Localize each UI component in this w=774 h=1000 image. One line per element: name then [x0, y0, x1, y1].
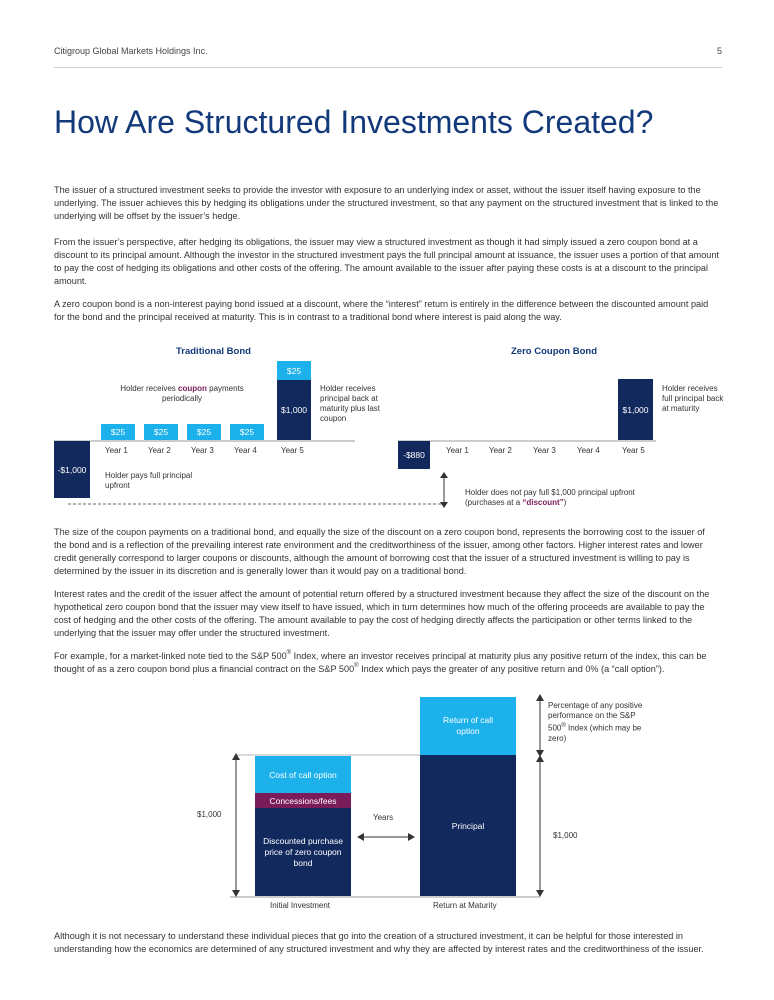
zero-year-3: Year 3 [533, 446, 556, 455]
paragraph-5: Interest rates and the credit of the issuer affect the amount of potential return offered by a structured investment because they affect the size of the discount on the hypothetical zero coupon bond that the issuer may view itself to have issued, which in turn determines how much of the offering proceeds are available to pay the cost of hedging and the other costs of the offering. The amount available to pay the cost of hedging directly affects the participation or other terms linked to the underlying that the issuer may offer under the structured investment. [54, 589, 710, 638]
page-number: 5 [716, 46, 722, 56]
initial-investment-label: Initial Investment [270, 901, 331, 910]
cost-of-call-option-bar: Cost of call option [255, 756, 351, 793]
principal-bar: Principal [420, 755, 516, 896]
concessions-fees-bar: Concessions/fees [255, 793, 351, 808]
traditional-year-4: Year 4 [234, 446, 257, 455]
zero-year-1: Year 1 [446, 446, 469, 455]
paragraph-3: A zero coupon bond is a non-interest paying bond issued at a discount, where the “interest” return is entirely in the difference between the discounted amount paid for the bond and the principal received at maturity. This is in contrast to a traditional bond where interest is paid along the way. [54, 299, 709, 322]
initial-amount-label: $1,000 [197, 810, 222, 819]
paragraph-6-part-b: Index, where an investor receives principal at maturity plus any positive return of the index, this can be thought of as a zero coupon bond plus a financial contract on the S&P 500 [54, 651, 707, 674]
positive-performance-note [548, 701, 648, 744]
final-coupon-bar: $25 [277, 361, 311, 380]
paragraph-7: Although it is not necessary to understand these individual pieces that go into the creation of a structured investment, it can be helpful for those interested in understanding how the economics are determined of any structured investment and why they are affected by interest rates and the creditworthiness of the issuer. [54, 931, 704, 954]
registered-mark-3: ® [561, 723, 566, 729]
paragraph-4: The size of the coupon payments on a traditional bond, and equally the size of the discount on a zero coupon bond, represents the borrowing cost to the issuer of the bond and is a reflection of the prevailing interest rate environment and the creditworthiness of the issuer, among other factors. Higher interest rates and lower credit generally correspond to larger coupons or discounts, although the amount of borrowing cost that the issuer of a structured investment is willing to pay is determined by the issuer in its discretion and is generally lower than it would pay on a traditional bond. [54, 527, 705, 576]
paragraph-6-part-c: Index which pays the greater of any positive return and 0% (a “call option”). [358, 664, 665, 674]
paragraph-1: The issuer of a structured investment seeks to provide the investor with exposure to an underlying index or asset, without the issuer itself having exposure to the underlying. The issuer achieves this by hedging its obligations under the structured investment, so that any payment on the structured investment that is linked to the underlying will be offset by the issuer’s hedge. [54, 185, 719, 221]
maturity-amount-label: $1,000 [553, 831, 578, 840]
discount-note-word: “discount” [522, 498, 564, 507]
discount-note-post: ) [563, 498, 567, 507]
return-of-call-option-bar: Return of call option [420, 697, 516, 755]
return-at-maturity-label: Return at Maturity [433, 901, 497, 910]
registered-mark-1: ® [286, 650, 292, 656]
coupon-bar-year-2: $25 [144, 424, 178, 440]
paragraph-2: From the issuer’s perspective, after hedging its obligations, the issuer may view a structured investment as though it had simply issued a zero coupon bond at a discount to its principal amount. Although the investor in the structured investment pays the full principal amount at issuance, the issuer uses a portion of that amount to pay the cost of hedging its obligations and other costs of the offering. The amount available to the issuer after paying these costs is at a discount to the principal amount. [54, 237, 719, 286]
coupon-bar-year-3: $25 [187, 424, 221, 440]
traditional-year-3: Year 3 [191, 446, 214, 455]
discount-note-pre: Holder does not pay full $1,000 principal upfront (purchases at a [465, 488, 635, 507]
performance-note-a: Percentage of any positive performance on the S&P 500 [548, 701, 643, 733]
zero-principal-bar: $1,000 [618, 379, 653, 440]
coupon-note-pre: Holder receives [120, 384, 178, 393]
zero-year-2: Year 2 [489, 446, 512, 455]
page-title: How Are Structured Investments Created? [54, 104, 654, 140]
performance-note-b: Index (which may be zero) [548, 723, 642, 743]
traditional-purchase-bar: -$1,000 [54, 441, 90, 498]
traditional-year-2: Year 2 [148, 446, 171, 455]
coupon-bar-year-4: $25 [230, 424, 264, 440]
paragraph-6-part-a: For example, for a market-linked note tied to the S&P 500 [54, 651, 287, 661]
years-label: Years [373, 813, 394, 822]
header-company: Citigroup Global Markets Holdings Inc. [54, 46, 208, 56]
principal-back-note: Holder receives principal back at maturity plus last coupon [320, 384, 381, 423]
traditional-principal-bar: $1,000 [277, 380, 311, 440]
coupon-bar-year-1: $25 [101, 424, 135, 440]
registered-mark-2: ® [354, 663, 359, 669]
traditional-bond-title: Traditional Bond [176, 346, 251, 357]
zero-year-4: Year 4 [577, 446, 600, 455]
pays-full-principal-note: Holder pays full principal upfront [105, 471, 193, 490]
coupon-note-word: coupon [178, 384, 207, 393]
zero-coupon-bond-title: Zero Coupon Bond [511, 346, 598, 357]
traditional-year-5: Year 5 [281, 446, 304, 455]
coupon-note-post: payments periodically [161, 384, 244, 403]
traditional-year-1: Year 1 [105, 446, 128, 455]
zero-purchase-bar: -$880 [398, 441, 430, 469]
zero-year-5: Year 5 [622, 446, 645, 455]
full-principal-back-note: Holder receives full principal back at maturity [662, 384, 724, 413]
discounted-zero-coupon-bar: Discounted purchase price of zero coupon bond [255, 808, 351, 896]
